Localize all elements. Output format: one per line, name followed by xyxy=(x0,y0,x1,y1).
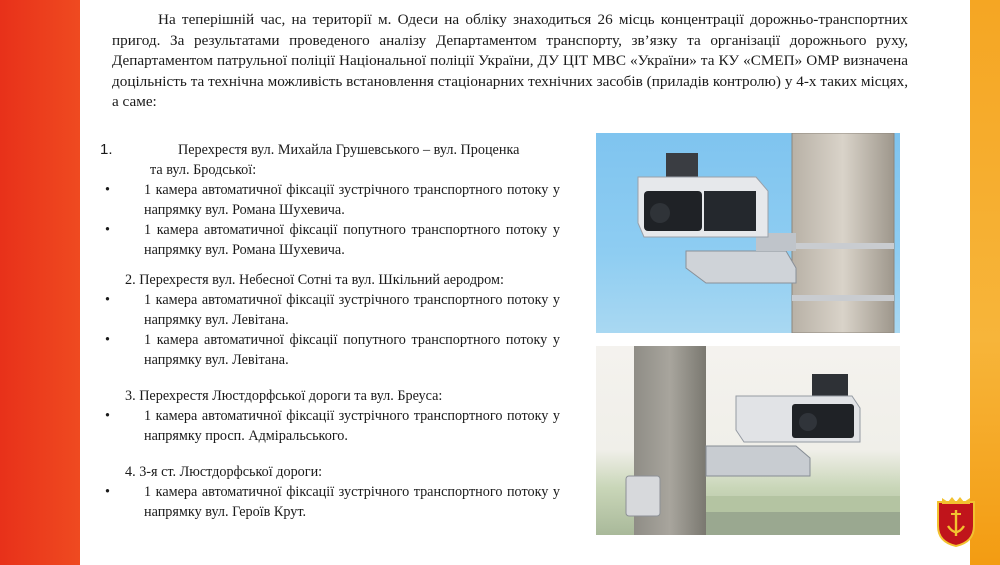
bullet-mark: • xyxy=(105,182,110,198)
locations-list xyxy=(100,140,560,522)
location-title: 3. Перехрестя Люстдорфської дороги та вул. Бреуса: xyxy=(125,388,443,404)
list-item xyxy=(100,482,560,522)
intro-paragraph xyxy=(112,10,908,113)
camera-photo-1 xyxy=(596,133,900,333)
location-item xyxy=(100,270,560,370)
list-item xyxy=(100,290,560,330)
bullet-text: 1 камера автоматичної фіксації зустрічного транспортного потоку у напрямку вул. Героїв Крут. xyxy=(144,484,560,520)
camera-photo-2 xyxy=(596,346,900,535)
location-title: 2. Перехрестя вул. Небесної Сотні та вул. Шкільний аеродром: xyxy=(125,272,504,288)
intro-text: На теперішній час, на території м. Одеси на обліку знаходиться 26 місць концентрації дорожньо-транспортних пригод. За результатами проведеного аналізу Департаментом транспорту, зв’язку та організації дорожнього руху, Департаментом патрульної поліції Національної поліції України, ДУ ЦІТ МВС «України» та КУ «СМЕП» ОМР визначена доцільність та технічна можливість встановлення стаціонарних технічних засобів (приладів контролю) у 4-х таких місцях, а саме: xyxy=(112,11,908,110)
location-title: 4. 3-я ст. Люстдорфської дороги: xyxy=(125,464,323,480)
location-title-continued: та вул. Бродської: xyxy=(150,162,257,178)
traffic-camera-icon xyxy=(596,346,900,535)
bullet-text: 1 камера автоматичної фіксації зустрічного транспортного потоку у напрямку просп. Адміральського. xyxy=(144,408,560,444)
bullet-mark: • xyxy=(105,292,110,308)
location-item xyxy=(100,140,560,260)
list-item xyxy=(100,330,560,370)
location-item xyxy=(100,386,560,446)
bullet-mark: • xyxy=(105,484,110,500)
list-item xyxy=(100,220,560,260)
list-item xyxy=(100,180,560,220)
bullet-text: 1 камера автоматичної фіксації зустрічного транспортного потоку у напрямку вул. Левітана. xyxy=(144,292,560,328)
location-heading xyxy=(100,140,560,160)
bullet-mark: • xyxy=(105,332,110,348)
bullet-text: 1 камера автоматичної фіксації попутного транспортного потоку у напрямку вул. Романа Шухевича. xyxy=(144,222,560,258)
left-accent-band xyxy=(0,0,80,565)
location-item xyxy=(100,462,560,522)
bullet-text: 1 камера автоматичної фіксації попутного транспортного потоку у напрямку вул. Левітана. xyxy=(144,332,560,368)
bullet-mark: • xyxy=(105,222,110,238)
bullet-mark: • xyxy=(105,408,110,424)
traffic-camera-icon xyxy=(596,133,900,333)
bullet-text: 1 камера автоматичної фіксації зустрічного транспортного потоку у напрямку вул. Романа Шухевича. xyxy=(144,182,560,218)
odesa-coat-of-arms-icon xyxy=(934,496,978,548)
location-number: 1. xyxy=(100,141,113,158)
list-item xyxy=(100,406,560,446)
right-accent-band xyxy=(970,0,1000,565)
location-title: Перехрестя вул. Михайла Грушевського – вул. Проценка xyxy=(178,142,520,158)
